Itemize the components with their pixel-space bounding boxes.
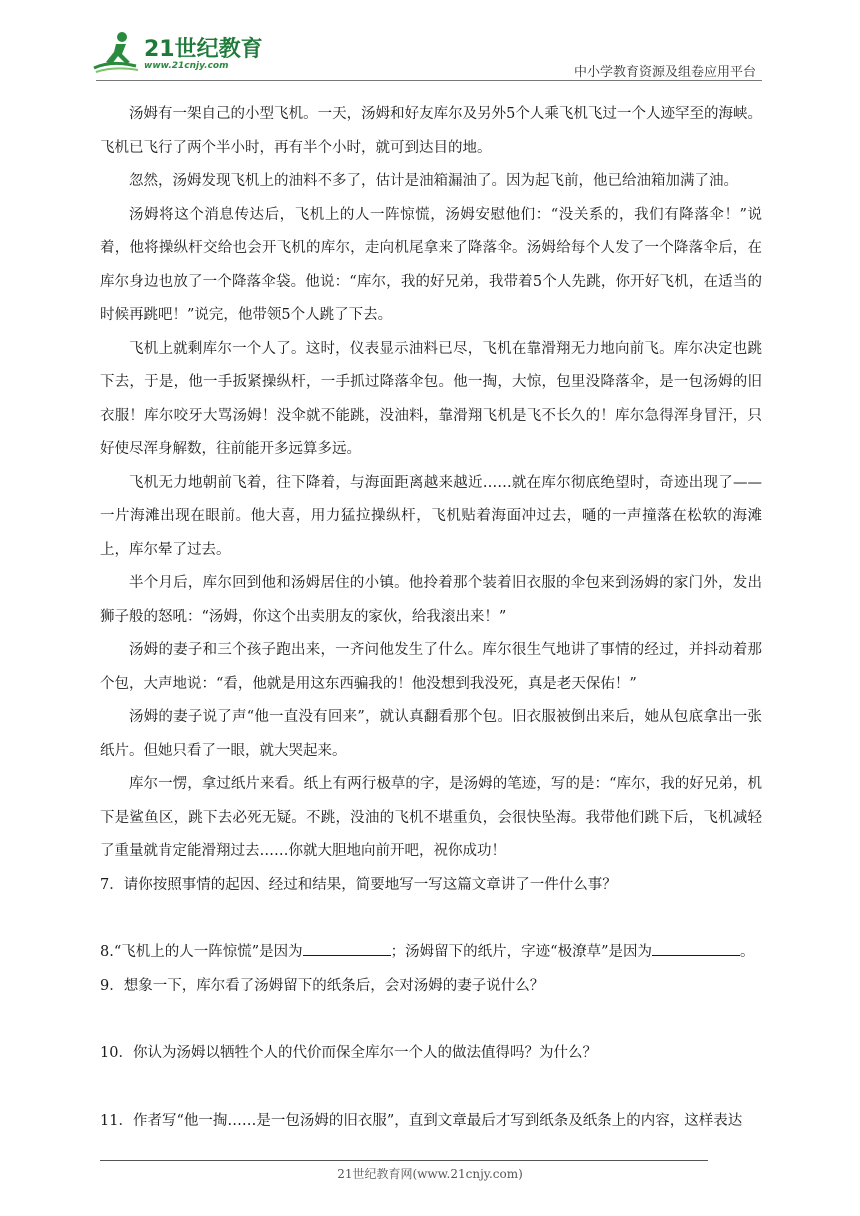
- answer-space-10[interactable]: [100, 1071, 762, 1105]
- logo-url: www.21cnjy.com: [144, 61, 229, 71]
- passage-paragraph-1: 汤姆有一架自己的小型飞机。一天，汤姆和好友库尔及另外5个人乘飞机飞过一个人迹罕至的海峡。飞机已飞行了两个半小时，再有半个小时，就可到达目的地。: [100, 106, 762, 156]
- passage-paragraph-6: 半个月后，库尔回到他和汤姆居住的小镇。他拎着那个装着旧衣服的伞包来到汤姆的家门外，发出狮子般的怒吼：“汤姆，你这个出卖朋友的家伙，给我滚出来！”: [100, 575, 762, 625]
- platform-name: 中小学教育资源及组卷应用平台: [573, 65, 756, 80]
- footer-text[interactable]: 21世纪教育网(www.21cnjy.com): [337, 1167, 523, 1181]
- question-8-part2: ；汤姆留下的纸片，字迹“极潦草”是因为: [390, 944, 652, 960]
- header-divider: [96, 80, 762, 81]
- site-logo[interactable]: [92, 30, 272, 80]
- question-7: 7．请你按照事情的起因、经过和结果，简要地写一写这篇文章讲了一件什么事？: [100, 876, 617, 893]
- question-8: [100, 936, 762, 970]
- page-header: [0, 0, 860, 90]
- question-10: 10．你认为汤姆以牺牲个人的代价而保全库尔一个人的做法值得吗？为什么？: [100, 1045, 597, 1061]
- answer-space-9[interactable]: [100, 1003, 762, 1037]
- passage-paragraph-5: 飞机无力地朝前飞着，往下降着，与海面距离越来越近……就在库尔彻底绝望时，奇迹出现了——一片海滩出现在眼前。他大喜，用力猛拉操纵杆，飞机贴着海面冲过去，嗵的一声撞落在松软的海滩上，库尔晕了过去。: [100, 474, 762, 558]
- passage-paragraph-3: 汤姆将这个消息传达后，飞机上的人一阵惊慌，汤姆安慰他们：“没关系的，我们有降落伞！”说着，他将操纵杆交给也会开飞机的库尔，走向机尾拿来了降落伞。汤姆给每个人发了一个降落伞后，在库尔身边也放了一个降落伞袋。他说：“库尔，我的好兄弟，我带着5个人先跳，你开好飞机，在适当的时候再跳吧！”说完，他带领5个人跳了下去。: [100, 206, 762, 323]
- answer-space-7[interactable]: [100, 902, 762, 936]
- question-11: 11．作者写“他一掏……是一包汤姆的旧衣服”，直到文章最后才写到纸条及纸条上的内容，这样表达: [100, 1112, 743, 1129]
- passage-paragraph-2: 忽然，汤姆发现飞机上的油料不多了，估计是油箱漏油了。因为起飞前，他已给油箱加满了油。: [129, 173, 738, 189]
- question-8-part1: 8.“飞机上的人一阵惊慌”是因为: [100, 944, 303, 960]
- passage-paragraph-8: 汤姆的妻子说了声“他一直没有回来”，就认真翻看那个包。旧衣服被倒出来后，她从包底拿出一张纸片。但她只看了一眼，就大哭起来。: [100, 709, 762, 759]
- question-9: 9．想象一下，库尔看了汤姆留下的纸条后，会对汤姆的妻子说什么？: [100, 977, 545, 994]
- runner-logo-icon: [92, 30, 142, 74]
- passage-paragraph-4: 飞机上就剩库尔一个人了。这时，仪表显示油料已尽，飞机在靠滑翔无力地向前飞。库尔决定也跳下去，于是，他一手扳紧操纵杆，一手抓过降落伞包。他一掏，大惊，包里没降落伞，是一包汤姆的旧衣服！库尔咬牙大骂汤姆！没伞就不能跳，没油料，靠滑翔飞机是飞不长久的！库尔急得浑身冒汗，只好使尽浑身解数，往前能开多远算多远。: [100, 340, 762, 457]
- document-body: [100, 98, 762, 1138]
- question-8-end: 。: [740, 944, 755, 960]
- passage-paragraph-7: 汤姆的妻子和三个孩子跑出来，一齐问他发生了什么。库尔很生气地讲了事情的经过，并抖动着那个包，大声地说：“看，他就是用这东西骗我的！他没想到我没死，真是老天保佑！”: [100, 642, 762, 692]
- passage-paragraph-9: 库尔一愣，拿过纸片来看。纸上有两行极草的字，是汤姆的笔迹，写的是：“库尔，我的好兄弟，机下是鲨鱼区，跳下去必死无疑。不跳，没油的飞机不堪重负，会很快坠海。我带他们跳下后，飞机减轻了重量就肯定能滑翔过去……你就大胆地向前开吧，祝你成功！: [100, 776, 762, 859]
- answer-blank-8b[interactable]: [652, 941, 740, 956]
- answer-blank-8a[interactable]: [303, 941, 391, 956]
- logo-title: 21世纪教育: [144, 37, 263, 62]
- footer-divider: [100, 1160, 708, 1161]
